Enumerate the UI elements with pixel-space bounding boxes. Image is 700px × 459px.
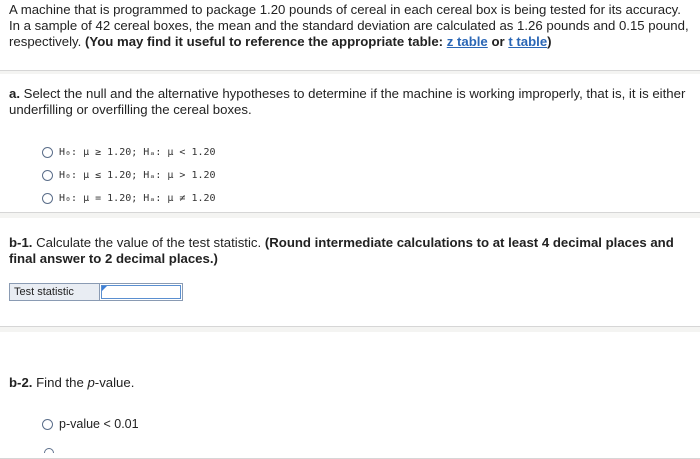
part-b2-label: b-2.: [9, 375, 33, 390]
hypothesis-option-3[interactable]: [42, 190, 216, 206]
part-a-text: Select the null and the alternative hypotheses to determine if the machine is working improperly, that is, it is either underfilling or overfilling the cereal boxes.: [9, 86, 686, 117]
part-b2-text-after: -value.: [94, 375, 135, 390]
radio-button[interactable]: [42, 170, 53, 181]
p-italic: p: [87, 375, 95, 390]
hypothesis-option-2[interactable]: [42, 167, 216, 183]
hypothesis-option-label: H₀: μ ≤ 1.20; Hₐ: μ > 1.20: [59, 169, 216, 181]
part-a-section: [0, 74, 700, 213]
radio-button-partial[interactable]: [44, 448, 54, 453]
rounding-instruction: (Round intermediate calculations to at least 4 decimal places and final answer to 2 decimal places.): [9, 235, 674, 266]
radio-button[interactable]: [42, 147, 53, 158]
part-b1-label: b-1.: [9, 235, 33, 250]
t-table-link[interactable]: t table: [508, 34, 548, 49]
part-a-label: a.: [9, 86, 20, 101]
pvalue-option-1[interactable]: [42, 416, 139, 432]
test-statistic-label: Test statistic: [10, 284, 100, 300]
part-b1-prompt: [9, 235, 693, 267]
part-a-prompt: [9, 86, 693, 118]
hypothesis-option-label: H₀: μ = 1.20; Hₐ: μ ≠ 1.20: [59, 192, 216, 204]
z-table-link[interactable]: z table: [446, 34, 488, 49]
hint-close: ): [547, 34, 552, 49]
part-b2-text-before: Find the: [36, 375, 84, 390]
radio-button[interactable]: [42, 419, 53, 430]
part-b1-section: [0, 218, 700, 327]
radio-button[interactable]: [42, 193, 53, 204]
part-b2-section: [0, 332, 700, 459]
intro-text: A machine that is programmed to package 1.20 pounds of cereal in each cereal box is being tested for its accuracy. In a sample of 42 cereal boxes, the mean and the standard deviation are calculated as 1.26 pounds and 0.15 pound, respectively.: [9, 2, 689, 49]
test-statistic-field: [9, 283, 183, 301]
pvalue-option-label: p-value < 0.01: [59, 417, 139, 431]
part-b2-prompt: [9, 375, 693, 391]
hypothesis-option-label: H₀: μ ≥ 1.20; Hₐ: μ < 1.20: [59, 146, 216, 158]
part-b1-text: Calculate the value of the test statistic.: [36, 235, 262, 250]
intro-paragraph: [9, 2, 693, 50]
input-marker-icon: [102, 286, 107, 291]
or-text: or: [491, 34, 505, 49]
hypothesis-option-1[interactable]: [42, 144, 216, 160]
question-intro: [0, 0, 700, 71]
test-statistic-input[interactable]: [101, 285, 181, 299]
table-hint: (You may find it useful to reference the appropriate table:: [84, 34, 444, 49]
